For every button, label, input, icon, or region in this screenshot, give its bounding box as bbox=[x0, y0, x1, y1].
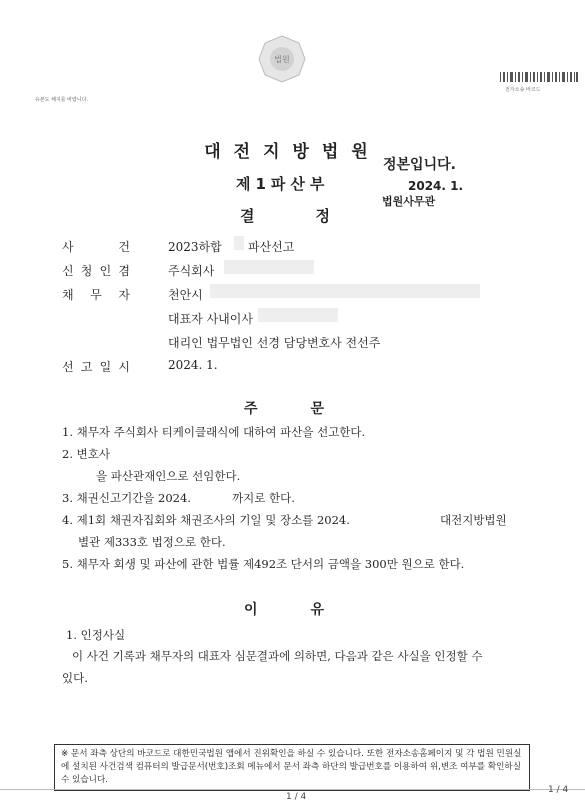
certified-copy-stamp: 정본입니다. bbox=[383, 157, 456, 173]
declaration-date-label bbox=[62, 358, 130, 375]
redaction bbox=[258, 308, 338, 322]
court-name: 대전지방법원 bbox=[204, 142, 381, 162]
redaction bbox=[210, 284, 480, 298]
redaction bbox=[234, 236, 244, 250]
order-item-3: 3. 채권신고기간을 2024. bbox=[62, 491, 191, 505]
label-char: 겸 bbox=[118, 264, 130, 278]
case-label bbox=[62, 238, 130, 255]
label-char: 채 bbox=[62, 288, 74, 302]
order-item-5: 5. 채무자 회생 및 파산에 관한 법률 제492조 단서의 금액을 300만 원으로 한다. bbox=[62, 557, 465, 571]
top-note: 유본도 해지를 바랍니다. bbox=[35, 97, 89, 103]
label-char: 인 bbox=[99, 264, 112, 278]
redaction bbox=[224, 260, 314, 274]
decision-char: 결 bbox=[240, 207, 255, 225]
label-char: 사 bbox=[62, 240, 74, 254]
verification-disclaimer: ※ 문서 좌측 상단의 바코드로 대한민국법원 앱에서 진위확인을 하실 수 있습니다. 또한 전자소송홈페이지 및 각 법원 민원실에 설치된 사건검색 컴퓨터의 발급문서(번호)조회 메뉴에서 문서 좌측 하단의 발급번호를 이용하여 위,변조 여부를 확인하실 수 있습니다. bbox=[54, 744, 530, 791]
label-char: 고 bbox=[80, 360, 93, 374]
applicant-value: 주식회사 bbox=[168, 264, 215, 278]
court-seal-text: 법원 bbox=[274, 55, 290, 64]
order-item-4: 4. 제1회 채권자집회와 채권조사의 기일 및 장소를 2024. bbox=[62, 513, 350, 527]
label-char: 무 bbox=[90, 288, 102, 302]
label-char: 자 bbox=[118, 288, 130, 302]
barcode-label: 전자소송 바코드 bbox=[505, 87, 541, 93]
debtor-attorney: 대리인 법무법인 선경 담당변호사 전선주 bbox=[168, 336, 381, 350]
footer-divider bbox=[0, 789, 585, 790]
court-seal-icon bbox=[257, 34, 307, 84]
heading-char: 주 bbox=[244, 401, 258, 417]
decision-title bbox=[240, 205, 330, 226]
order-item-4-venue: 대전지방법원 bbox=[440, 513, 507, 527]
reason-heading bbox=[244, 599, 324, 619]
declaration-date: 2024. 1. bbox=[168, 358, 218, 372]
reason-subheading: 1. 인정사실 bbox=[66, 628, 126, 642]
case-number: 2023하합 bbox=[168, 240, 222, 254]
order-item-2-cont: 을 파산관재인으로 선임한다. bbox=[96, 469, 241, 483]
label-char: 청 bbox=[80, 264, 93, 278]
case-type: 파산선고 bbox=[248, 240, 295, 254]
heading-char: 문 bbox=[310, 401, 324, 417]
applicant-label bbox=[62, 262, 130, 279]
label-char: 신 bbox=[62, 264, 74, 278]
order-item-1: 1. 채무자 주식회사 티케이클래식에 대하여 파산을 선고한다. bbox=[62, 425, 366, 439]
debtor-representative: 대표자 사내이사 bbox=[168, 312, 253, 326]
reason-body-line: 이 사건 기록과 채무자의 대표자 심문결과에 의하면, 다음과 같은 사실을 인정할 수 bbox=[72, 649, 483, 663]
label-char: 일 bbox=[99, 360, 112, 374]
page-number-right: 1 / 4 bbox=[548, 785, 569, 795]
decision-char: 정 bbox=[315, 207, 330, 225]
stamp-date: 2024. 1. bbox=[408, 179, 464, 193]
order-item-2: 2. 변호사 bbox=[62, 447, 110, 461]
heading-char: 이 bbox=[244, 602, 258, 618]
debtor-label bbox=[62, 286, 130, 303]
stamp-officer: 법원사무관 bbox=[382, 195, 436, 208]
label-char: 건 bbox=[118, 240, 130, 254]
order-item-3-cont: 까지로 한다. bbox=[232, 491, 295, 505]
order-heading bbox=[244, 398, 324, 418]
debtor-address: 천안시 bbox=[168, 288, 203, 302]
heading-char: 유 bbox=[310, 602, 324, 618]
reason-body-line: 있다. bbox=[62, 671, 88, 685]
label-char: 시 bbox=[118, 360, 130, 374]
order-item-4-cont: 별관 제333호 법정으로 한다. bbox=[78, 535, 226, 549]
page-number: 1 / 4 bbox=[286, 792, 307, 802]
barcode-icon bbox=[500, 72, 578, 82]
label-char: 선 bbox=[62, 360, 74, 374]
division-name: 제1파산부 bbox=[236, 175, 330, 193]
